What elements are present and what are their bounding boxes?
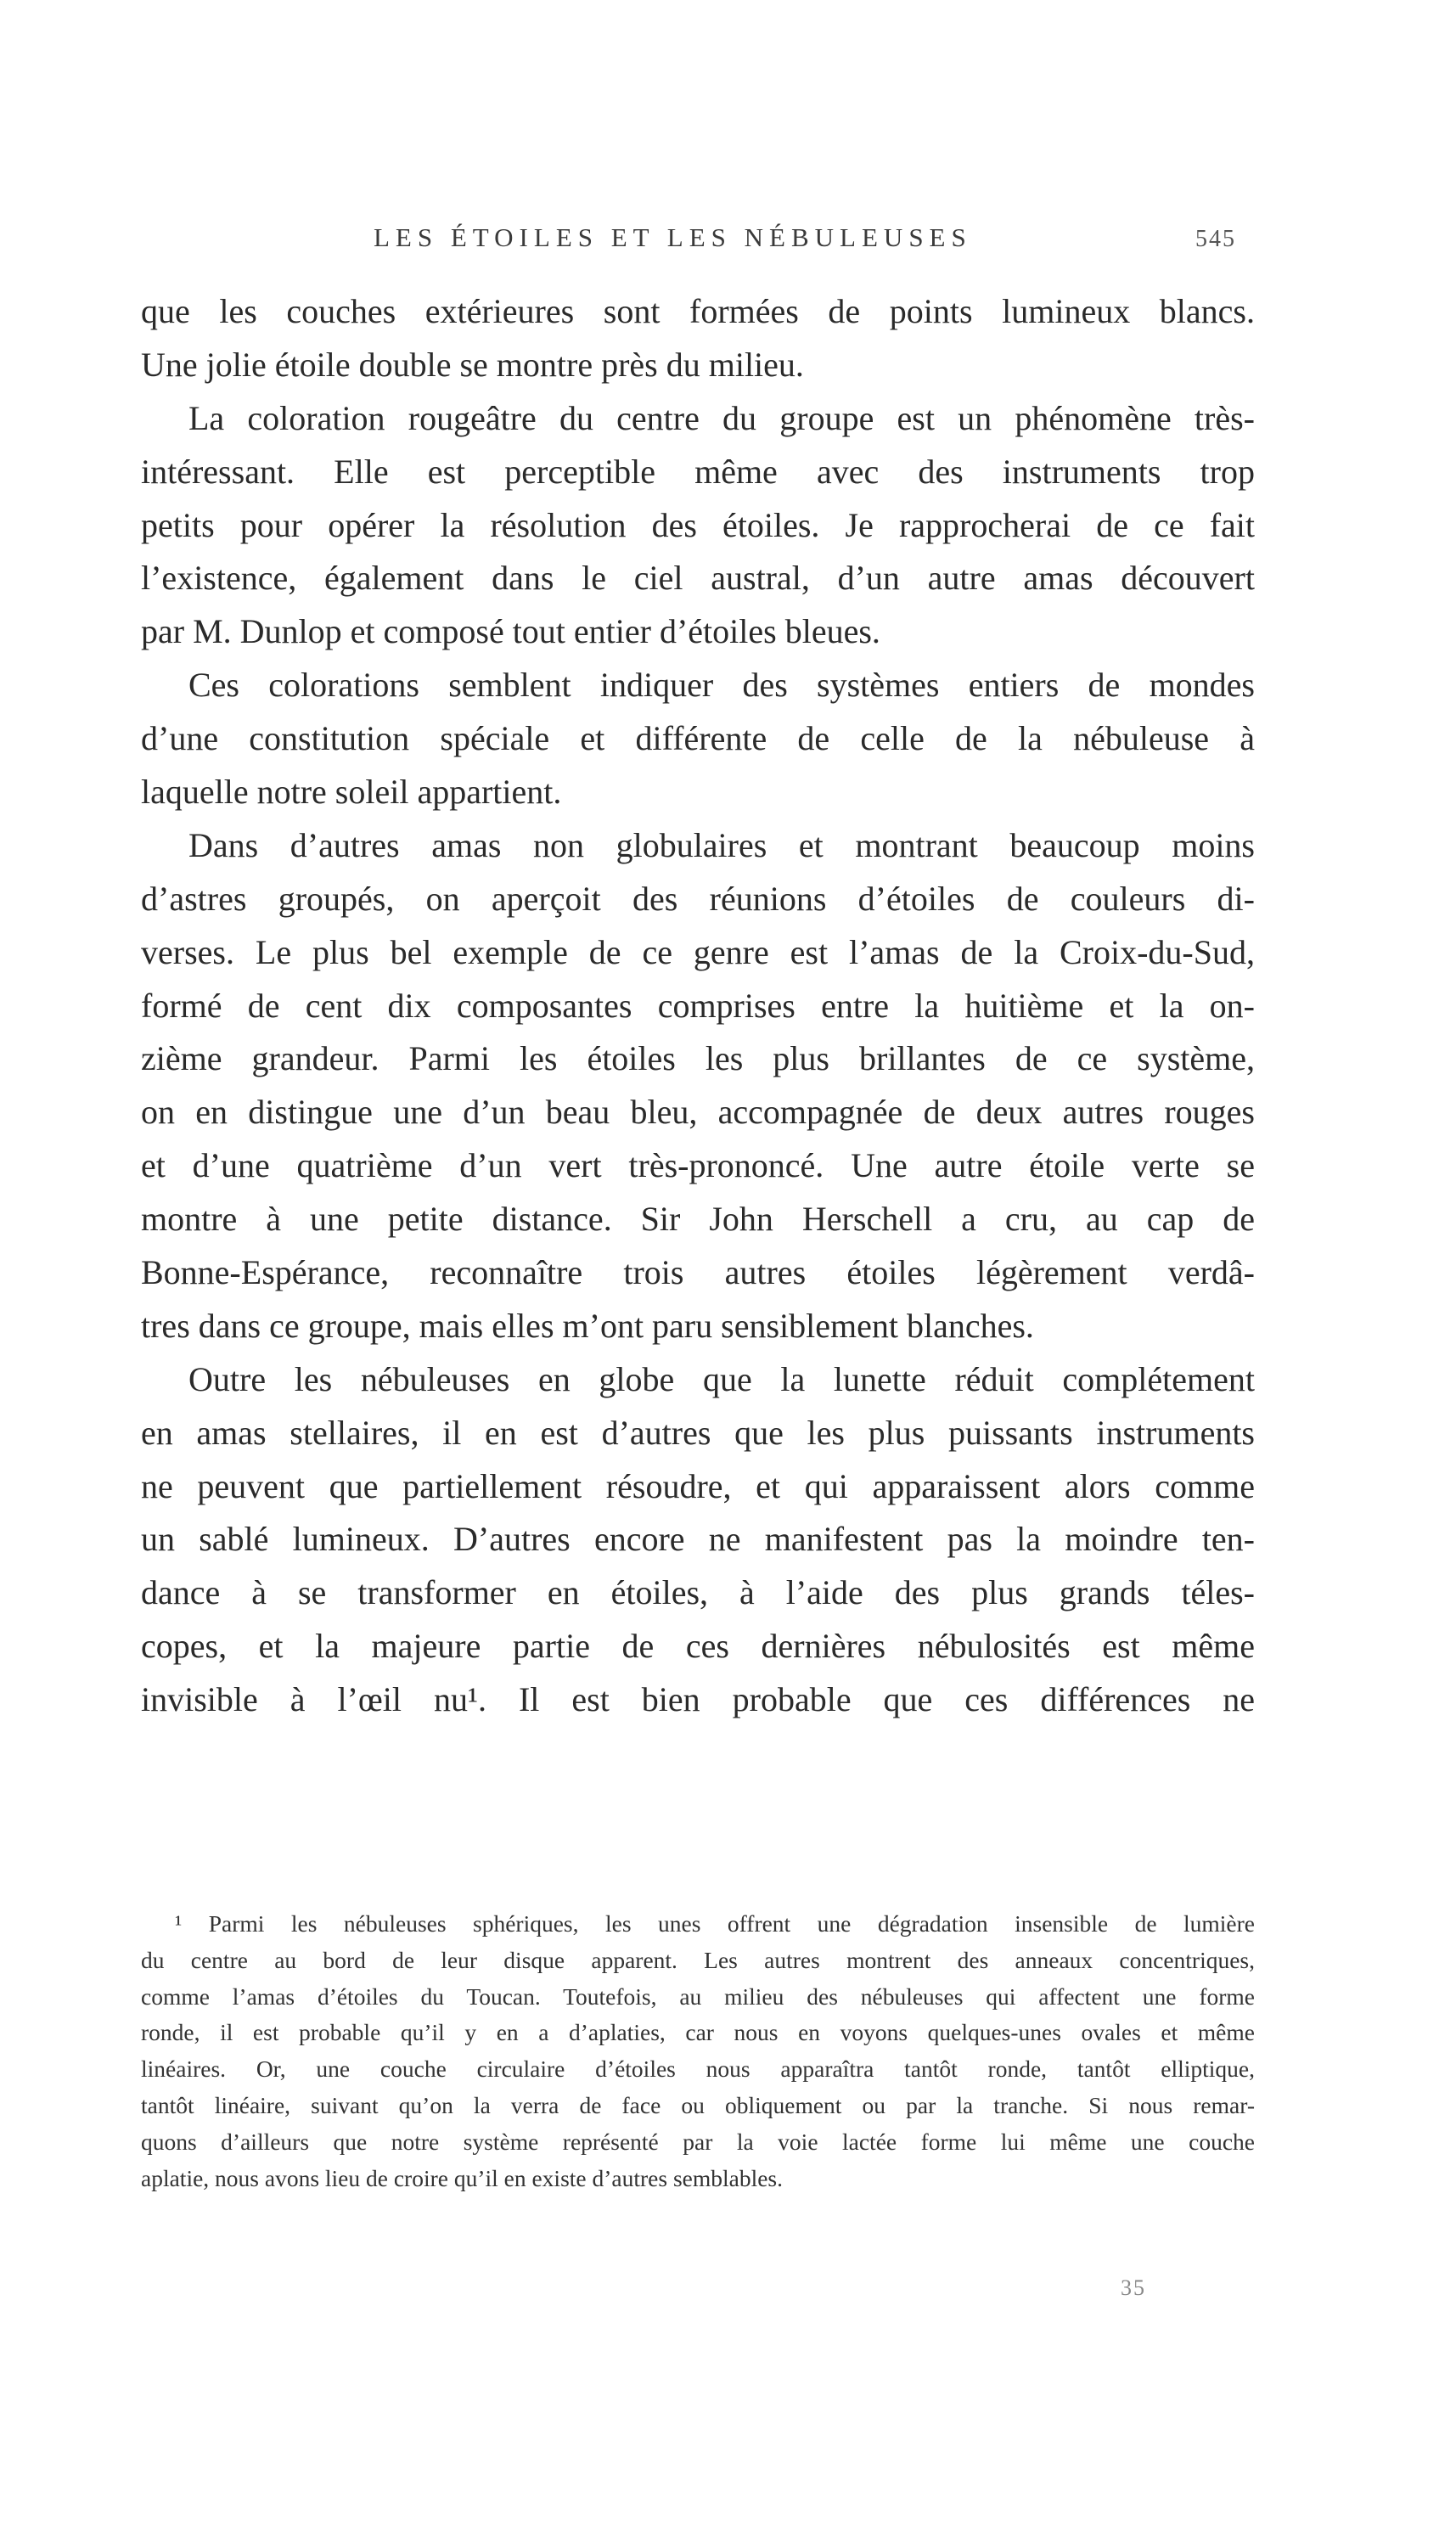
body-line: d’astres groupés, on aperçoit des réunions d’étoiles de couleurs di-: [141, 879, 1255, 918]
body-line: intéressant. Elle est perceptible même avec des instruments trop: [141, 452, 1255, 491]
body-line: l’existence, également dans le ciel austral, d’un autre amas découvert: [141, 559, 1255, 598]
body-line: La coloration rougeâtre du centre du groupe est un phénomène très-: [188, 398, 1255, 437]
body-line: invisible à l’œil nu¹. Il est bien probable que ces différences ne: [141, 1680, 1255, 1719]
body-line: d’une constitution spéciale et différente de celle de la nébuleuse à: [141, 719, 1255, 758]
body-line: Ces colorations semblent indiquer des systèmes entiers de mondes: [188, 666, 1255, 705]
body-line: Dans d’autres amas non globulaires et montrant beaucoup moins: [188, 825, 1255, 864]
running-head: [0, 222, 1456, 263]
footnote-line: linéaires. Or, une couche circulaire d’étoiles nous apparaîtra tantôt ronde, tantôt elliptique,: [141, 2056, 1255, 2083]
body-line: copes, et la majeure partie de ces dernières nébulosités est même: [141, 1627, 1255, 1666]
running-title: LES ÉTOILES ET LES NÉBULEUSES: [374, 222, 972, 252]
body-line: montre à une petite distance. Sir John Herschell a cru, au cap de: [141, 1200, 1255, 1239]
body-line: par M. Dunlop et composé tout entier d’étoiles bleues.: [141, 612, 880, 651]
body-line: dance à se transformer en étoiles, à l’aide des plus grands téles-: [141, 1573, 1255, 1612]
body-line: verses. Le plus bel exemple de ce genre est l’amas de la Croix-du-Sud,: [141, 932, 1255, 971]
footnote-line: ¹ Parmi les nébuleuses sphériques, les unes offrent une dégradation insensible de lumière: [175, 1910, 1255, 1937]
body-line: un sablé lumineux. D’autres encore ne manifestent pas la moindre ten-: [141, 1520, 1255, 1559]
footnote-line: du centre au bord de leur disque apparent. Les autres montrent des anneaux concentriques,: [141, 1946, 1255, 1973]
body-line: formé de cent dix composantes comprises entre la huitième et la on-: [141, 986, 1255, 1025]
footnote-line: aplatie, nous avons lieu de croire qu’il en existe d’autres semblables.: [141, 2164, 784, 2191]
body-line: ne peuvent que partiellement résoudre, et qui apparaissent alors comme: [141, 1466, 1255, 1505]
body-line: on en distingue une d’un beau bleu, accompagnée de deux autres rouges: [141, 1093, 1255, 1132]
footnote-line: tantôt linéaire, suivant qu’on la verra de face ou obliquement ou par la tranche. Si nous remar-: [141, 2091, 1255, 2118]
body-line: tres dans ce groupe, mais elles m’ont paru sensiblement blanches.: [141, 1306, 1034, 1345]
body-line: petits pour opérer la résolution des étoiles. Je rapprocherai de ce fait: [141, 505, 1255, 544]
body-line: Outre les nébuleuses en globe que la lunette réduit complétement: [188, 1359, 1255, 1398]
body-line: Une jolie étoile double se montre près du milieu.: [141, 345, 804, 384]
footnote-line: comme l’amas d’étoiles du Toucan. Toutefois, au milieu des nébuleuses qui affectent une forme: [141, 1982, 1255, 2010]
body-line: Bonne-Espérance, reconnaître trois autres étoiles légèrement verdâ-: [141, 1253, 1255, 1292]
body-text: [141, 285, 1255, 1727]
footnote-line: ronde, il est probable qu’il y en a d’aplaties, car nous en voyons quelques-unes ovales et même: [141, 2019, 1255, 2046]
body-line: en amas stellaires, il en est d’autres que les plus puissants instruments: [141, 1413, 1255, 1452]
body-line: zième grandeur. Parmi les étoiles les plus brillantes de ce système,: [141, 1039, 1255, 1078]
body-line: et d’une quatrième d’un vert très-prononcé. Une autre étoile verte se: [141, 1146, 1255, 1185]
page-number: 545: [1195, 226, 1236, 252]
footnotes: [141, 1906, 1255, 2196]
body-line: laquelle notre soleil appartient.: [141, 773, 562, 812]
footnote-line: quons d’ailleurs que notre système représenté par la voie lactée forme lui même une couche: [141, 2128, 1255, 2155]
signature-mark: 35: [1121, 2275, 1146, 2300]
body-line: que les couches extérieures sont formées de points lumineux blancs.: [141, 292, 1255, 330]
